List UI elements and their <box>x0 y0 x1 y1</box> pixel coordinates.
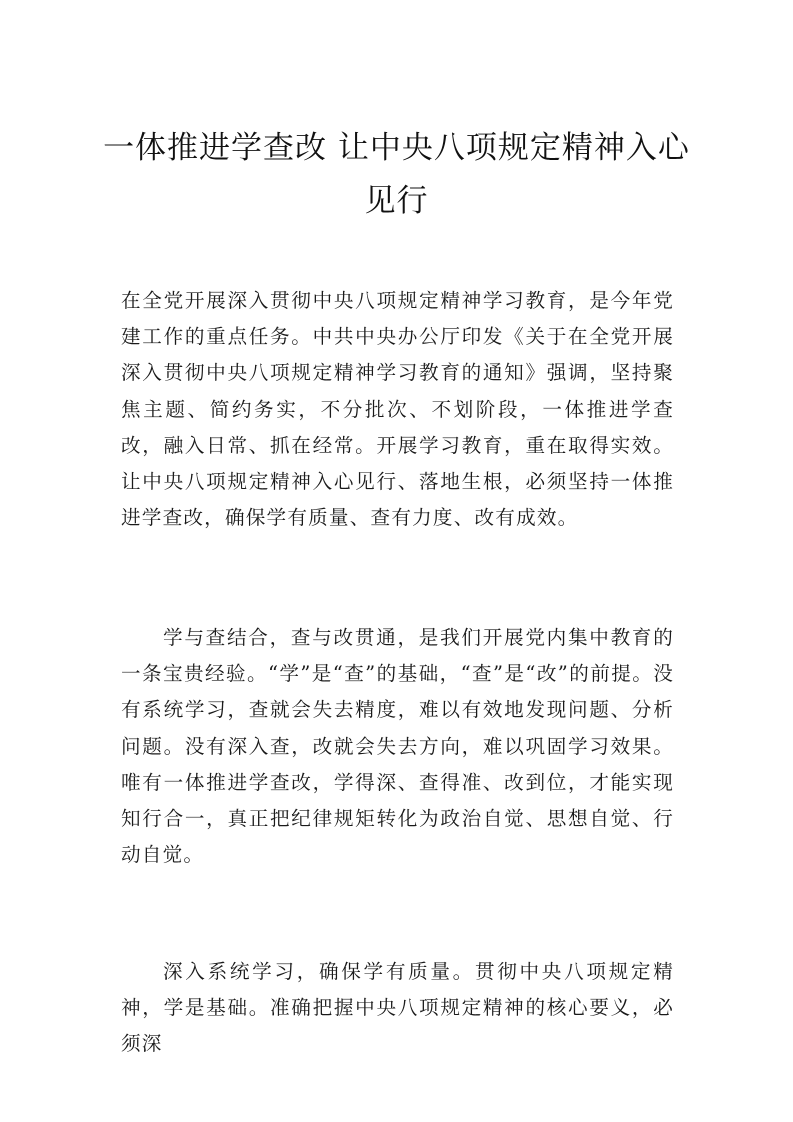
paragraph-2: 学与查结合，查与改贯通，是我们开展党内集中教育的一条宝贵经验。“学”是“查”的基础，“查”是“改”的前提。没有系统学习，查就会失去精度，难以有效地发现问题、分析问题。没有深入查，改就会失去方向，难以巩固学习效果。唯有一体推进学查改，学得深、查得准、改到位，才能实现知行合一，真正把纪律规矩转化为政治自觉、思想自觉、行动自觉。 <box>121 626 674 867</box>
paragraph-1: 在全党开展深入贯彻中央八项规定精神学习教育，是今年党建工作的重点任务。中共中央办公厅印发《关于在全党开展深入贯彻中央八项规定精神学习教育的通知》强调，坚持聚焦主题、简约务实，不分批次、不划阶段，一体推进学查改，融入日常、抓在经常。开展学习教育，重在取得实效。让中央八项规定精神入心见行、落地生根，必须坚持一体推进学查改，确保学有质量、查有力度、改有成效。 <box>121 289 674 530</box>
document-title: 一体推进学查改 让中央八项规定精神入心见行 <box>103 130 690 219</box>
paragraph-3: 深入系统学习，确保学有质量。贯彻中央八项规定精神，学是基础。准确把握中央八项规定精神的核心要义，必须深 <box>121 960 674 1056</box>
